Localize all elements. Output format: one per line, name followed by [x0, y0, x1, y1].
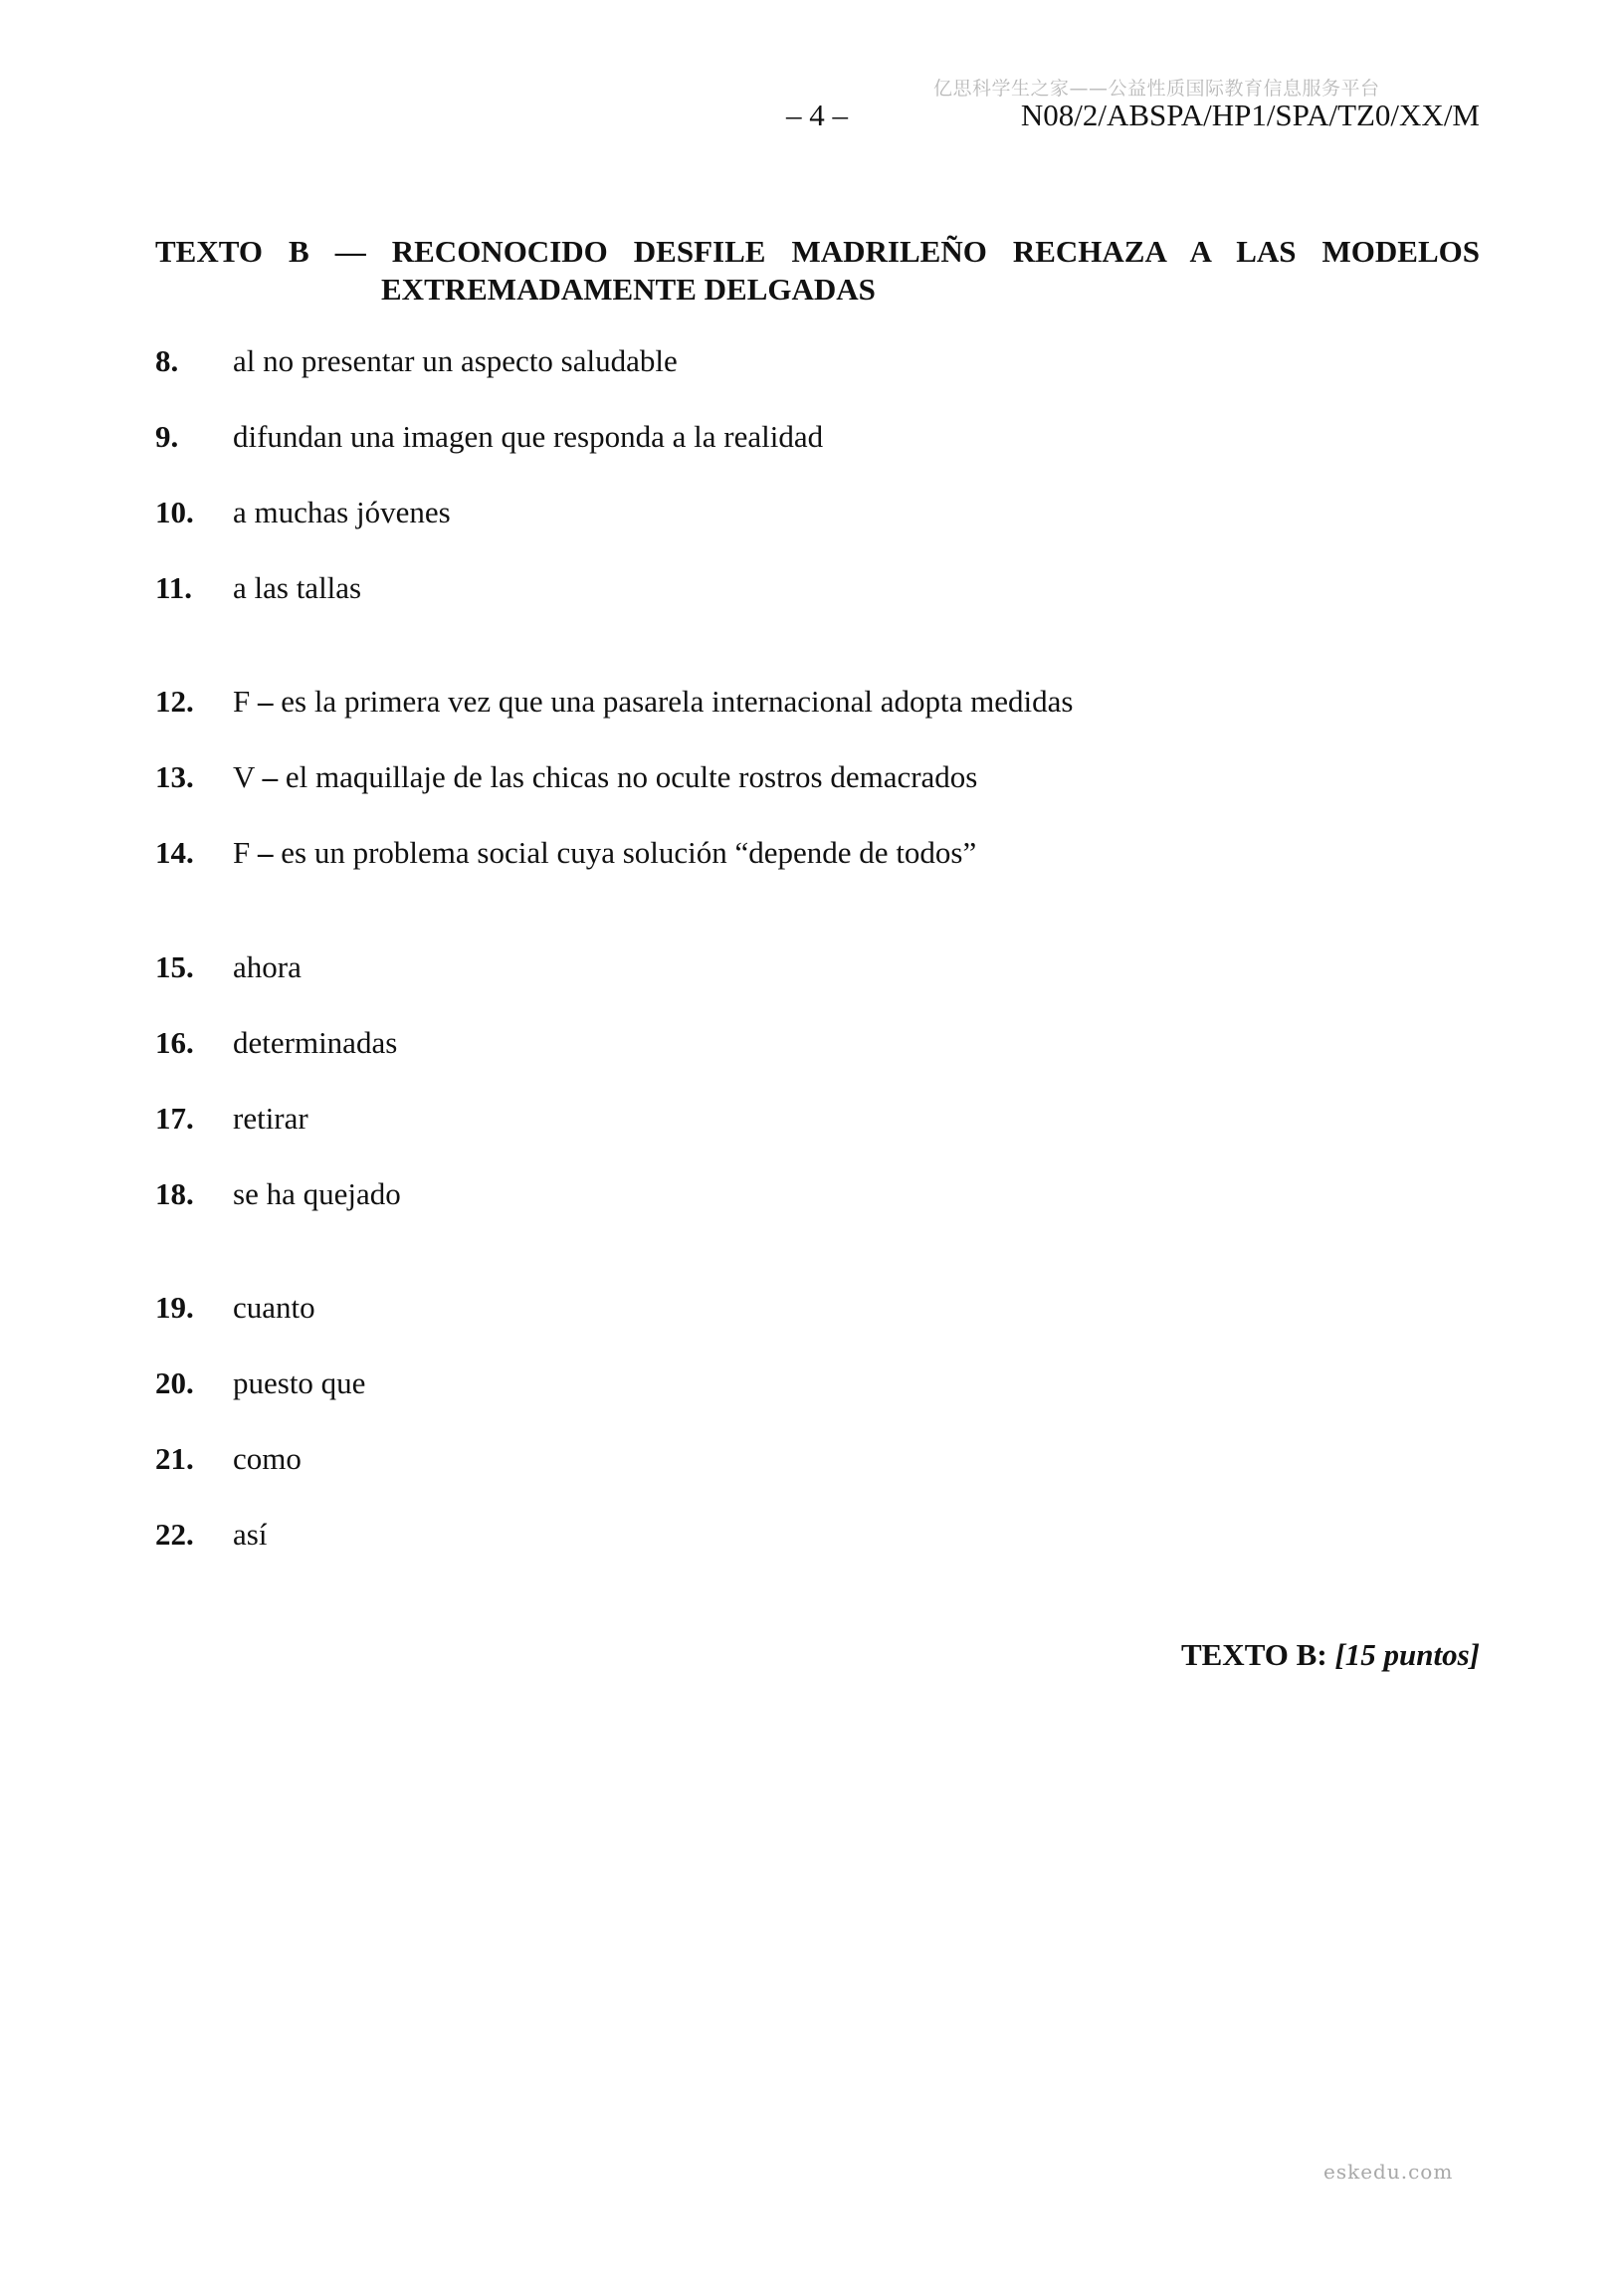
answer-number: 8. — [155, 343, 179, 378]
score-points: [15 puntos] — [1334, 1637, 1480, 1672]
answer-number: 14. — [155, 835, 194, 870]
answer-letter: F — [233, 835, 251, 870]
answer-item-20 — [155, 1364, 365, 1402]
answer-justification: es un problema social cuya solución “depende de todos” — [281, 835, 977, 870]
score-total — [1181, 1637, 1480, 1673]
header-watermark: 亿思科学生之家——公益性质国际教育信息服务平台 — [933, 78, 1380, 100]
answer-item-9 — [155, 418, 823, 456]
answer-separator: – — [258, 684, 274, 719]
answer-text: puesto que — [233, 1365, 366, 1400]
answer-text — [233, 759, 977, 794]
answer-text — [233, 835, 976, 870]
answer-item-13 — [155, 758, 977, 796]
answer-item-17 — [155, 1100, 308, 1138]
answer-item-12 — [155, 683, 1073, 721]
answer-letter: F — [233, 684, 251, 719]
answer-separator: – — [262, 759, 279, 794]
answer-text: así — [233, 1517, 268, 1552]
answer-text: a muchas jóvenes — [233, 495, 451, 529]
answer-text: determinadas — [233, 1025, 398, 1060]
answer-text: a las tallas — [233, 570, 362, 605]
answer-text: difundan una imagen que responda a la realidad — [233, 419, 824, 454]
section-title — [155, 233, 1480, 309]
answer-text: al no presentar un aspecto saludable — [233, 343, 678, 378]
answer-item-10 — [155, 494, 451, 531]
answer-number: 10. — [155, 495, 194, 529]
answer-number: 19. — [155, 1290, 194, 1325]
answer-number: 18. — [155, 1176, 194, 1211]
answer-text: ahora — [233, 949, 302, 984]
answer-item-22 — [155, 1516, 267, 1554]
answer-item-15 — [155, 948, 302, 986]
answer-number: 12. — [155, 684, 194, 719]
answer-text — [233, 684, 1073, 719]
answer-number: 20. — [155, 1365, 194, 1400]
answer-item-11 — [155, 569, 361, 607]
answer-text: como — [233, 1441, 302, 1476]
answer-justification: el maquillaje de las chicas no oculte rostros demacrados — [285, 759, 978, 794]
section-title-line-2: EXTREMADAMENTE DELGADAS — [381, 272, 876, 307]
answer-separator: – — [258, 835, 274, 870]
answer-text: retirar — [233, 1101, 308, 1136]
answer-item-8 — [155, 342, 678, 380]
answer-text: se ha quejado — [233, 1176, 401, 1211]
answer-item-19 — [155, 1289, 315, 1327]
answer-number: 13. — [155, 759, 194, 794]
answer-item-14 — [155, 834, 976, 872]
answer-letter: V — [233, 759, 255, 794]
answer-number: 15. — [155, 949, 194, 984]
answer-number: 22. — [155, 1517, 194, 1552]
answer-number: 9. — [155, 419, 179, 454]
answer-number: 11. — [155, 570, 193, 605]
answer-number: 17. — [155, 1101, 194, 1136]
document-code: N08/2/ABSPA/HP1/SPA/TZ0/XX/M — [1020, 98, 1480, 132]
footer-watermark: eskedu.com — [1323, 2160, 1454, 2184]
answer-number: 16. — [155, 1025, 194, 1060]
answer-item-16 — [155, 1024, 397, 1062]
answer-item-18 — [155, 1175, 401, 1213]
section-title-line-1: TEXTO B — RECONOCIDO DESFILE MADRILEÑO RECHAZA A LAS MODELOS — [155, 234, 1480, 269]
answer-item-21 — [155, 1440, 302, 1478]
score-label: TEXTO B: — [1180, 1637, 1327, 1672]
page-number: – 4 – — [786, 98, 848, 132]
answer-number: 21. — [155, 1441, 194, 1476]
answer-text: cuanto — [233, 1290, 315, 1325]
answer-justification: es la primera vez que una pasarela internacional adopta medidas — [281, 684, 1074, 719]
